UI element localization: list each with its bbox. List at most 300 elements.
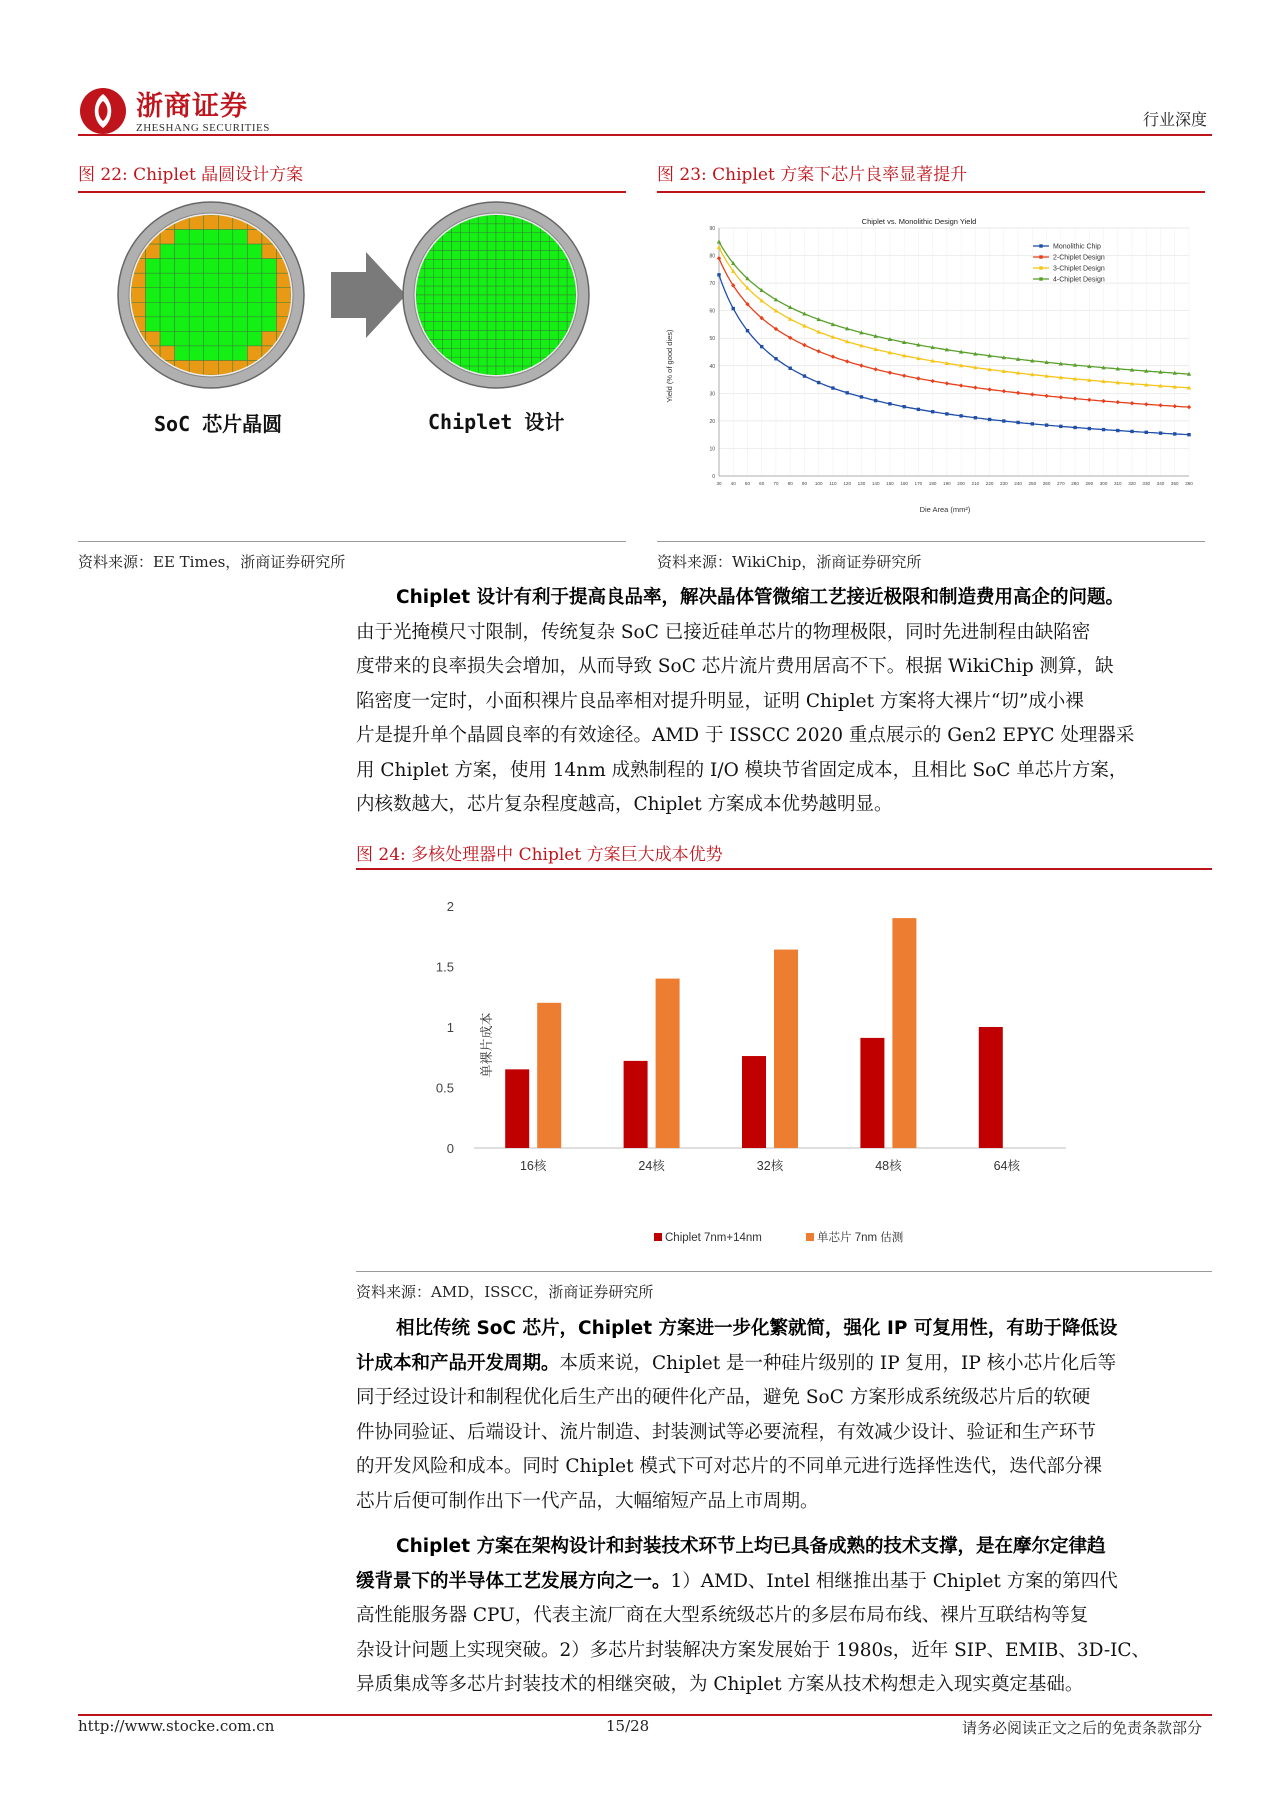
- wafer-die: [452, 313, 461, 322]
- wafer-die: [523, 357, 532, 366]
- wafer-die: [175, 230, 190, 245]
- wafer-die: [469, 348, 478, 357]
- data-point: [859, 363, 863, 367]
- wafer-die: [514, 295, 523, 304]
- data-point: [1002, 389, 1006, 393]
- footer-url[interactable]: http://www.stocke.com.cn: [78, 1717, 275, 1735]
- wafer-die: [549, 268, 558, 277]
- wafer-die: [496, 339, 505, 348]
- wafer-die: [443, 268, 452, 277]
- wafer-die: [478, 331, 487, 340]
- body-text: 高性能服务器 CPU，代表主流厂商在大型系统级芯片的多层布局布线、裸片互联结构等复: [356, 1605, 1089, 1626]
- wafer-die: [452, 348, 461, 357]
- data-point: [1116, 400, 1120, 404]
- wafer-die: [460, 242, 469, 251]
- wafer-die: [189, 317, 204, 332]
- wafer-die: [523, 348, 532, 357]
- wafer-die: [505, 224, 514, 233]
- wafer-die: [469, 286, 478, 295]
- data-point: [1187, 405, 1191, 409]
- wafer-die: [233, 230, 248, 245]
- legend-marker: [1039, 255, 1042, 258]
- yield-x-axis-label: Die Area (mm²): [919, 505, 971, 514]
- data-point: [845, 391, 848, 394]
- wafer-die: [189, 288, 204, 303]
- wafer-die: [460, 313, 469, 322]
- wafer-die: [478, 268, 487, 277]
- wafer-die: [189, 302, 204, 317]
- paragraph-tech-support: [356, 1530, 1212, 1703]
- wafer-die: [204, 230, 219, 245]
- wafer-die: [478, 277, 487, 286]
- wafer-die: [558, 313, 567, 322]
- wafer-die: [496, 215, 505, 224]
- wafer-die: [233, 317, 248, 332]
- bar: [860, 1038, 884, 1148]
- wafer-die: [478, 348, 487, 357]
- wafer-die: [549, 277, 558, 286]
- wafer-die: [204, 331, 219, 346]
- fig22-title: 图 22: Chiplet 晶圆设计方案: [78, 165, 304, 185]
- wafer-die: [478, 339, 487, 348]
- paragraph-line: [356, 616, 1212, 651]
- data-point: [1045, 423, 1048, 426]
- wafer-die: [496, 242, 505, 251]
- x-tick-label: 250: [1028, 481, 1037, 486]
- legend-label: Chiplet 7nm+14nm: [665, 1232, 762, 1244]
- wafer-die: [233, 259, 248, 274]
- wafer-die: [160, 244, 175, 259]
- wafer-die: [540, 259, 549, 268]
- wafer-die: [443, 331, 452, 340]
- fig22-source-rule: [78, 541, 626, 542]
- paragraph-line: [356, 1565, 1212, 1600]
- wafer-die: [175, 288, 190, 303]
- data-point: [945, 412, 948, 415]
- wafer-die: [523, 277, 532, 286]
- wafer-die: [505, 331, 514, 340]
- wafer-die: [532, 304, 541, 313]
- wafer-die: [532, 339, 541, 348]
- company-logo: [78, 84, 278, 140]
- body-text: 由于光掩模尺寸限制，传统复杂 SoC 已接近硅单芯片的物理极限，同时先进制程由缺陷密: [356, 621, 1091, 643]
- paragraph-ip-reuse: [356, 1312, 1212, 1519]
- data-point: [1016, 421, 1019, 424]
- wafer-die: [505, 313, 514, 322]
- wafer-die: [514, 277, 523, 286]
- wafer-die: [452, 339, 461, 348]
- wafer-die: [532, 331, 541, 340]
- wafer-die: [558, 295, 567, 304]
- data-point: [1087, 398, 1091, 402]
- wafer-die: [496, 251, 505, 260]
- wafer-die: [469, 304, 478, 313]
- data-point: [1116, 429, 1119, 432]
- wafer-die: [549, 286, 558, 295]
- legend-label: 4-Chiplet Design: [1053, 276, 1105, 284]
- wafer-die: [469, 224, 478, 233]
- wafer-die: [514, 242, 523, 251]
- wafer-die: [505, 322, 514, 331]
- wafer-die: [146, 317, 161, 332]
- wafer-die: [469, 313, 478, 322]
- wafer-die: [460, 331, 469, 340]
- wafer-die: [523, 313, 532, 322]
- data-point: [1159, 431, 1162, 434]
- chiplet-wafer: [403, 202, 589, 388]
- wafer-die: [549, 251, 558, 260]
- x-tick-label: 100: [814, 481, 823, 486]
- wafer-die: [416, 286, 425, 295]
- wafer-die: [496, 268, 505, 277]
- data-point: [945, 381, 949, 385]
- wafer-die: [443, 242, 452, 251]
- bar: [505, 1069, 529, 1148]
- data-point: [1102, 428, 1105, 431]
- wafer-die: [233, 273, 248, 288]
- wafer-die: [276, 288, 291, 303]
- logo-mark-icon: [78, 86, 128, 136]
- wafer-die: [247, 346, 262, 361]
- wafer-die: [478, 304, 487, 313]
- wafer-die: [443, 313, 452, 322]
- paragraph-line: [356, 1668, 1212, 1703]
- x-tick-label: 120: [843, 481, 852, 486]
- wafer-die: [487, 322, 496, 331]
- wafer-die: [204, 288, 219, 303]
- wafer-die: [487, 331, 496, 340]
- body-text: 度带来的良率损失会增加，从而导致 SoC 芯片流片费用居高不下。根据 WikiChip 测算，缺: [356, 656, 1114, 677]
- series-line: [719, 275, 1189, 435]
- data-point: [1088, 427, 1091, 430]
- wafer-die: [434, 259, 443, 268]
- wafer-die: [460, 224, 469, 233]
- legend-label: Monolithic Chip: [1053, 243, 1101, 251]
- paragraph-line: [356, 1530, 1212, 1565]
- fig24-title-rule: [356, 868, 1212, 870]
- wafer-die: [532, 268, 541, 277]
- paragraph-line: [356, 1485, 1212, 1520]
- data-point: [917, 408, 920, 411]
- wafer-die: [425, 259, 434, 268]
- data-point: [1059, 395, 1063, 399]
- data-point: [987, 387, 991, 391]
- wafer-die: [532, 295, 541, 304]
- data-point: [1173, 404, 1177, 408]
- data-point: [717, 239, 721, 243]
- wafer-die: [247, 331, 262, 346]
- wafer-die: [460, 251, 469, 260]
- paragraph-line: [356, 1599, 1212, 1634]
- data-point: [1073, 396, 1077, 400]
- data-point: [802, 343, 806, 347]
- y-tick-label: 20: [709, 418, 715, 425]
- data-point: [803, 374, 806, 377]
- data-point: [831, 355, 835, 359]
- wafer-die: [549, 304, 558, 313]
- x-tick-label: 130: [857, 481, 866, 486]
- x-tick-label: 190: [943, 481, 951, 486]
- wafer-die: [540, 304, 549, 313]
- soc-wafer-label: SoC 芯片晶圆: [154, 412, 283, 436]
- wafer-die: [540, 251, 549, 260]
- wafer-die: [218, 259, 233, 274]
- wafer-die: [558, 286, 567, 295]
- wafer-die: [204, 317, 219, 332]
- data-point: [1030, 392, 1034, 396]
- bar: [656, 979, 680, 1148]
- wafer-die: [496, 357, 505, 366]
- paragraph-line: [356, 719, 1212, 754]
- wafer-die: [452, 304, 461, 313]
- wafer-die: [549, 313, 558, 322]
- wafer-die: [549, 259, 558, 268]
- wafer-die: [262, 244, 277, 259]
- wafer-die: [478, 233, 487, 242]
- wafer-die: [487, 251, 496, 260]
- wafer-die: [487, 313, 496, 322]
- paragraph-line: [356, 754, 1212, 789]
- yield-line-chart: [657, 200, 1205, 530]
- wafer-die: [233, 331, 248, 346]
- wafer-die: [443, 251, 452, 260]
- wafer-die: [469, 295, 478, 304]
- wafer-die: [487, 348, 496, 357]
- paragraph-line: [356, 788, 1212, 823]
- y-tick-label: 70: [709, 281, 715, 288]
- x-tick-label: 330: [1142, 481, 1151, 486]
- wafer-die: [469, 242, 478, 251]
- fig24-source: 资料来源：AMD，ISSCC，浙商证券研究所: [356, 1283, 654, 1301]
- wafer-die: [496, 313, 505, 322]
- wafer-die: [160, 273, 175, 288]
- wafer-die: [233, 244, 248, 259]
- x-tick-label: 320: [1128, 481, 1136, 486]
- wafer-die: [549, 322, 558, 331]
- wafer-die: [189, 331, 204, 346]
- wafer-die: [218, 288, 233, 303]
- wafer-die: [487, 339, 496, 348]
- wafer-die: [532, 233, 541, 242]
- y-tick-label: 2: [446, 899, 454, 914]
- x-tick-label: 170: [914, 481, 923, 486]
- bold-lead: Chiplet 方案在架构设计和封装技术环节上均已具备成熟的技术支撑，是在摩尔定律趋: [396, 1536, 1106, 1557]
- x-tick-label: 220: [985, 481, 994, 486]
- wafer-die: [549, 295, 558, 304]
- data-point: [959, 383, 963, 387]
- wafer-die: [487, 277, 496, 286]
- chiplet-wafer-label: Chiplet 设计: [428, 410, 565, 434]
- wafer-die: [452, 259, 461, 268]
- yield-y-axis-label: Yield (% of good dies): [665, 329, 674, 403]
- bold-lead: 相比传统 SoC 芯片，Chiplet 方案进一步化繁就简，强化 IP 可复用性，有助于降低设: [396, 1318, 1118, 1339]
- wafer-die: [487, 366, 496, 375]
- wafer-die: [505, 339, 514, 348]
- wafer-die: [505, 357, 514, 366]
- wafer-die: [523, 259, 532, 268]
- wafer-die: [514, 304, 523, 313]
- wafer-die: [478, 286, 487, 295]
- data-point: [789, 367, 792, 370]
- data-point: [1059, 425, 1062, 428]
- wafer-die: [452, 331, 461, 340]
- wafer-die: [452, 295, 461, 304]
- bar: [624, 1061, 648, 1148]
- wafer-die: [523, 295, 532, 304]
- x-tick-label: 32核: [756, 1159, 784, 1173]
- wafer-die: [452, 286, 461, 295]
- wafer-die: [460, 259, 469, 268]
- wafer-die: [487, 259, 496, 268]
- data-point: [974, 416, 977, 419]
- wafer-die: [247, 302, 262, 317]
- wafer-die: [262, 317, 277, 332]
- wafer-die: [514, 224, 523, 233]
- body-text: 用 Chiplet 方案，使用 14nm 成熟制程的 I/O 模块节省固定成本，且相比 SoC 单芯片方案，: [356, 759, 1128, 781]
- wafer-die: [523, 322, 532, 331]
- wafer-die: [478, 313, 487, 322]
- wafer-die: [532, 322, 541, 331]
- body-text: 杂设计问题上实现突破。2）多芯片封装解决方案发展始于 1980s，近年 SIP、EMIB、3D-IC、: [356, 1639, 1151, 1661]
- data-point: [1187, 433, 1190, 436]
- data-point: [860, 395, 863, 398]
- bar: [892, 918, 916, 1148]
- wafer-die: [496, 348, 505, 357]
- x-tick-label: 50: [744, 481, 751, 486]
- y-tick-label: 1.5: [435, 959, 454, 975]
- wafer-die: [204, 302, 219, 317]
- y-tick-label: 0.5: [435, 1080, 454, 1096]
- wafer-die: [487, 304, 496, 313]
- wafer-die: [443, 339, 452, 348]
- wafer-die: [540, 313, 549, 322]
- wafer-die: [189, 230, 204, 245]
- data-point: [774, 357, 777, 360]
- wafer-die: [523, 331, 532, 340]
- legend-marker: [1039, 277, 1042, 280]
- footer-rule: [78, 1714, 1212, 1716]
- wafer-die: [487, 268, 496, 277]
- data-point: [1101, 399, 1105, 403]
- y-tick-label: 30: [709, 391, 715, 398]
- wafer-die: [514, 313, 523, 322]
- wafer-die: [487, 286, 496, 295]
- data-point: [1158, 403, 1162, 407]
- wafer-die: [523, 304, 532, 313]
- wafer-die: [452, 242, 461, 251]
- wafer-die: [218, 331, 233, 346]
- wafer-die: [218, 230, 233, 245]
- logo-text-cn: 浙商证券: [136, 91, 248, 122]
- wafer-die: [452, 268, 461, 277]
- data-point: [1145, 431, 1148, 434]
- wafer-die: [160, 259, 175, 274]
- wafer-die: [460, 277, 469, 286]
- wafer-die: [540, 286, 549, 295]
- y-tick-label: 50: [709, 336, 715, 343]
- paragraph-line: [356, 1312, 1212, 1347]
- arrow-right-icon: [331, 252, 406, 338]
- wafer-die: [218, 317, 233, 332]
- wafer-die: [514, 331, 523, 340]
- data-point: [888, 370, 892, 374]
- wafer-die: [160, 346, 175, 361]
- wafer-die: [505, 348, 514, 357]
- wafer-die: [469, 233, 478, 242]
- x-tick-label: 90: [801, 481, 808, 486]
- wafer-die: [514, 339, 523, 348]
- x-tick-label: 210: [971, 481, 980, 486]
- wafer-die: [505, 233, 514, 242]
- wafer-die: [160, 331, 175, 346]
- wafer-die: [505, 304, 514, 313]
- y-tick-label: 40: [709, 363, 715, 370]
- wafer-die: [469, 259, 478, 268]
- wafer-die: [160, 302, 175, 317]
- wafer-die: [204, 360, 219, 375]
- wafer-die: [478, 259, 487, 268]
- wafer-die: [540, 295, 549, 304]
- wafer-die: [175, 259, 190, 274]
- wafer-die: [434, 268, 443, 277]
- x-tick-label: 200: [957, 481, 965, 486]
- body-text: 件协同验证、后端设计、流片制造、封装测试等必要流程，有效减少设计、验证和生产环节: [356, 1421, 1097, 1443]
- wafer-die: [452, 277, 461, 286]
- wafer-die: [505, 259, 514, 268]
- wafer-die: [204, 215, 219, 230]
- wafer-die: [175, 317, 190, 332]
- wafer-die: [175, 302, 190, 317]
- x-tick-label: 40: [730, 481, 736, 486]
- x-tick-label: 70: [773, 481, 779, 486]
- cost-bar-chart: [356, 872, 1212, 1262]
- wafer-die: [175, 273, 190, 288]
- wafer-die: [175, 346, 190, 361]
- x-tick-label: 16核: [519, 1159, 547, 1173]
- legend-swatch: [806, 1233, 814, 1241]
- wafer-die: [523, 286, 532, 295]
- data-point: [902, 374, 906, 378]
- bar: [979, 1027, 1003, 1148]
- wafer-die: [487, 233, 496, 242]
- body-text: 芯片后便可制作出下一代产品，大幅缩短产品上市周期。: [356, 1490, 819, 1512]
- wafer-die: [262, 331, 277, 346]
- wafer-die: [478, 295, 487, 304]
- wafer-die: [505, 242, 514, 251]
- wafer-die: [425, 286, 434, 295]
- wafer-die: [532, 313, 541, 322]
- y-tick-label: 90: [709, 226, 715, 232]
- body-text: 内核数越大，芯片复杂程度越高，Chiplet 方案成本优势越明显。: [356, 794, 893, 815]
- wafer-die: [487, 242, 496, 251]
- x-tick-label: 310: [1113, 481, 1122, 486]
- wafer-die: [469, 339, 478, 348]
- x-tick-label: 290: [1085, 481, 1094, 486]
- wafer-die: [434, 277, 443, 286]
- wafer-die: [218, 244, 233, 259]
- wafer-die: [160, 230, 175, 245]
- wafer-die: [189, 244, 204, 259]
- paragraph-line: [356, 650, 1212, 685]
- wafer-die: [247, 288, 262, 303]
- yield-legend: [1033, 243, 1105, 283]
- bar-y-axis-label: 单裸片成本: [479, 1012, 494, 1078]
- wafer-die: [146, 273, 161, 288]
- wafer-die: [160, 288, 175, 303]
- fig22-source: 资料来源：EE Times，浙商证券研究所: [78, 553, 346, 571]
- bar: [742, 1056, 766, 1148]
- x-tick-label: 140: [871, 481, 880, 486]
